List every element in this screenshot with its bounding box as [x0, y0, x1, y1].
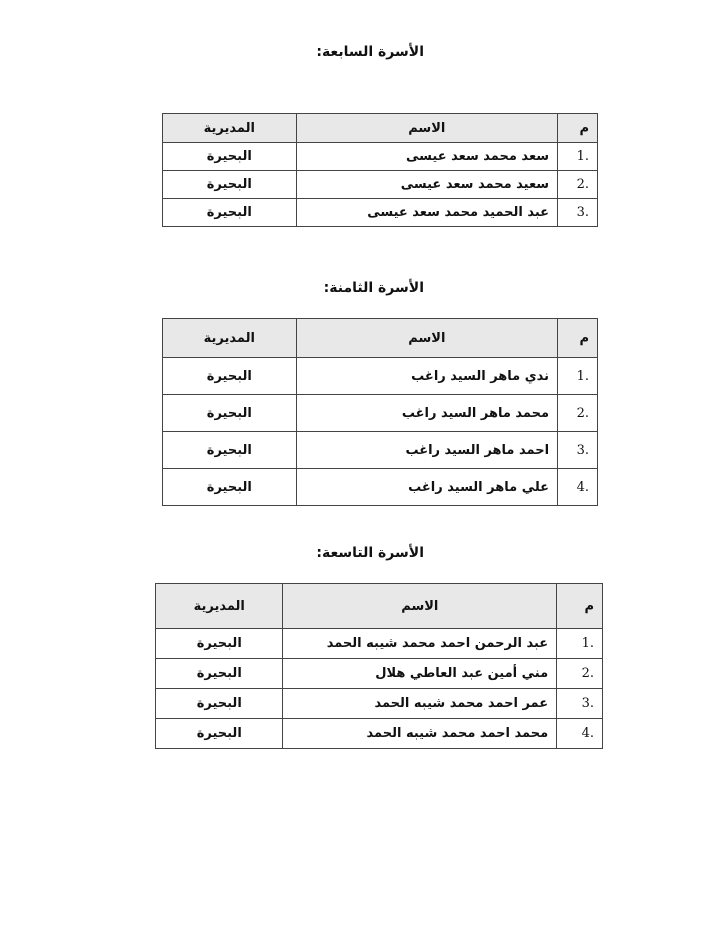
family-7-title: الأسرة السابعة: — [316, 44, 424, 60]
row-governorate: البحيرة — [163, 171, 297, 199]
row-num: 3. — [557, 689, 603, 719]
row-name: مني أمين عبد العاطي هلال — [283, 659, 557, 689]
table-row — [156, 659, 603, 689]
header-governorate: المديرية — [163, 114, 297, 143]
table-header-row — [163, 319, 598, 358]
row-num: 2. — [558, 395, 598, 432]
header-num: م — [557, 584, 603, 629]
table-row — [163, 199, 598, 227]
family-9-table — [155, 583, 603, 749]
header-num: م — [558, 114, 598, 143]
row-num: 3. — [558, 432, 598, 469]
header-num: م — [558, 319, 598, 358]
table-row — [163, 395, 598, 432]
table-row — [163, 171, 598, 199]
header-name: الاسم — [283, 584, 557, 629]
row-governorate: البحيرة — [163, 143, 297, 171]
header-name: الاسم — [296, 319, 557, 358]
table-header-row — [163, 114, 598, 143]
table-header-row — [156, 584, 603, 629]
table-row — [163, 358, 598, 395]
row-name: سعد محمد سعد عيسى — [296, 143, 558, 171]
row-num: 2. — [557, 659, 603, 689]
row-name: عبد الرحمن احمد محمد شيبه الحمد — [283, 629, 557, 659]
row-governorate: البحيرة — [156, 629, 283, 659]
header-governorate: المديرية — [163, 319, 297, 358]
row-governorate: البحيرة — [163, 469, 297, 506]
table-row — [156, 629, 603, 659]
row-num: 1. — [558, 143, 598, 171]
table-row — [163, 469, 598, 506]
row-name: عمر احمد محمد شيبه الحمد — [283, 689, 557, 719]
row-num: 1. — [557, 629, 603, 659]
table-row — [163, 432, 598, 469]
family-9-title: الأسرة التاسعة: — [316, 545, 424, 561]
row-name: علي ماهر السيد راغب — [296, 469, 557, 506]
row-governorate: البحيرة — [163, 358, 297, 395]
table-row — [156, 719, 603, 749]
row-name: ندي ماهر السيد راغب — [296, 358, 557, 395]
row-name: احمد ماهر السيد راغب — [296, 432, 557, 469]
table-row — [156, 689, 603, 719]
header-name: الاسم — [296, 114, 558, 143]
row-name: سعيد محمد سعد عيسى — [296, 171, 558, 199]
row-num: 4. — [557, 719, 603, 749]
row-num: 1. — [558, 358, 598, 395]
row-name: محمد ماهر السيد راغب — [296, 395, 557, 432]
row-governorate: البحيرة — [163, 432, 297, 469]
row-name: عبد الحميد محمد سعد عيسى — [296, 199, 558, 227]
row-governorate: البحيرة — [156, 689, 283, 719]
header-governorate: المديرية — [156, 584, 283, 629]
family-8-table — [162, 318, 598, 506]
row-governorate: البحيرة — [163, 199, 297, 227]
row-num: 4. — [558, 469, 598, 506]
row-governorate: البحيرة — [156, 719, 283, 749]
family-7-table — [162, 113, 598, 227]
row-name: محمد احمد محمد شيبه الحمد — [283, 719, 557, 749]
row-num: 2. — [558, 171, 598, 199]
row-governorate: البحيرة — [156, 659, 283, 689]
row-governorate: البحيرة — [163, 395, 297, 432]
row-num: 3. — [558, 199, 598, 227]
table-row — [163, 143, 598, 171]
family-8-title: الأسرة الثامنة: — [323, 280, 424, 296]
